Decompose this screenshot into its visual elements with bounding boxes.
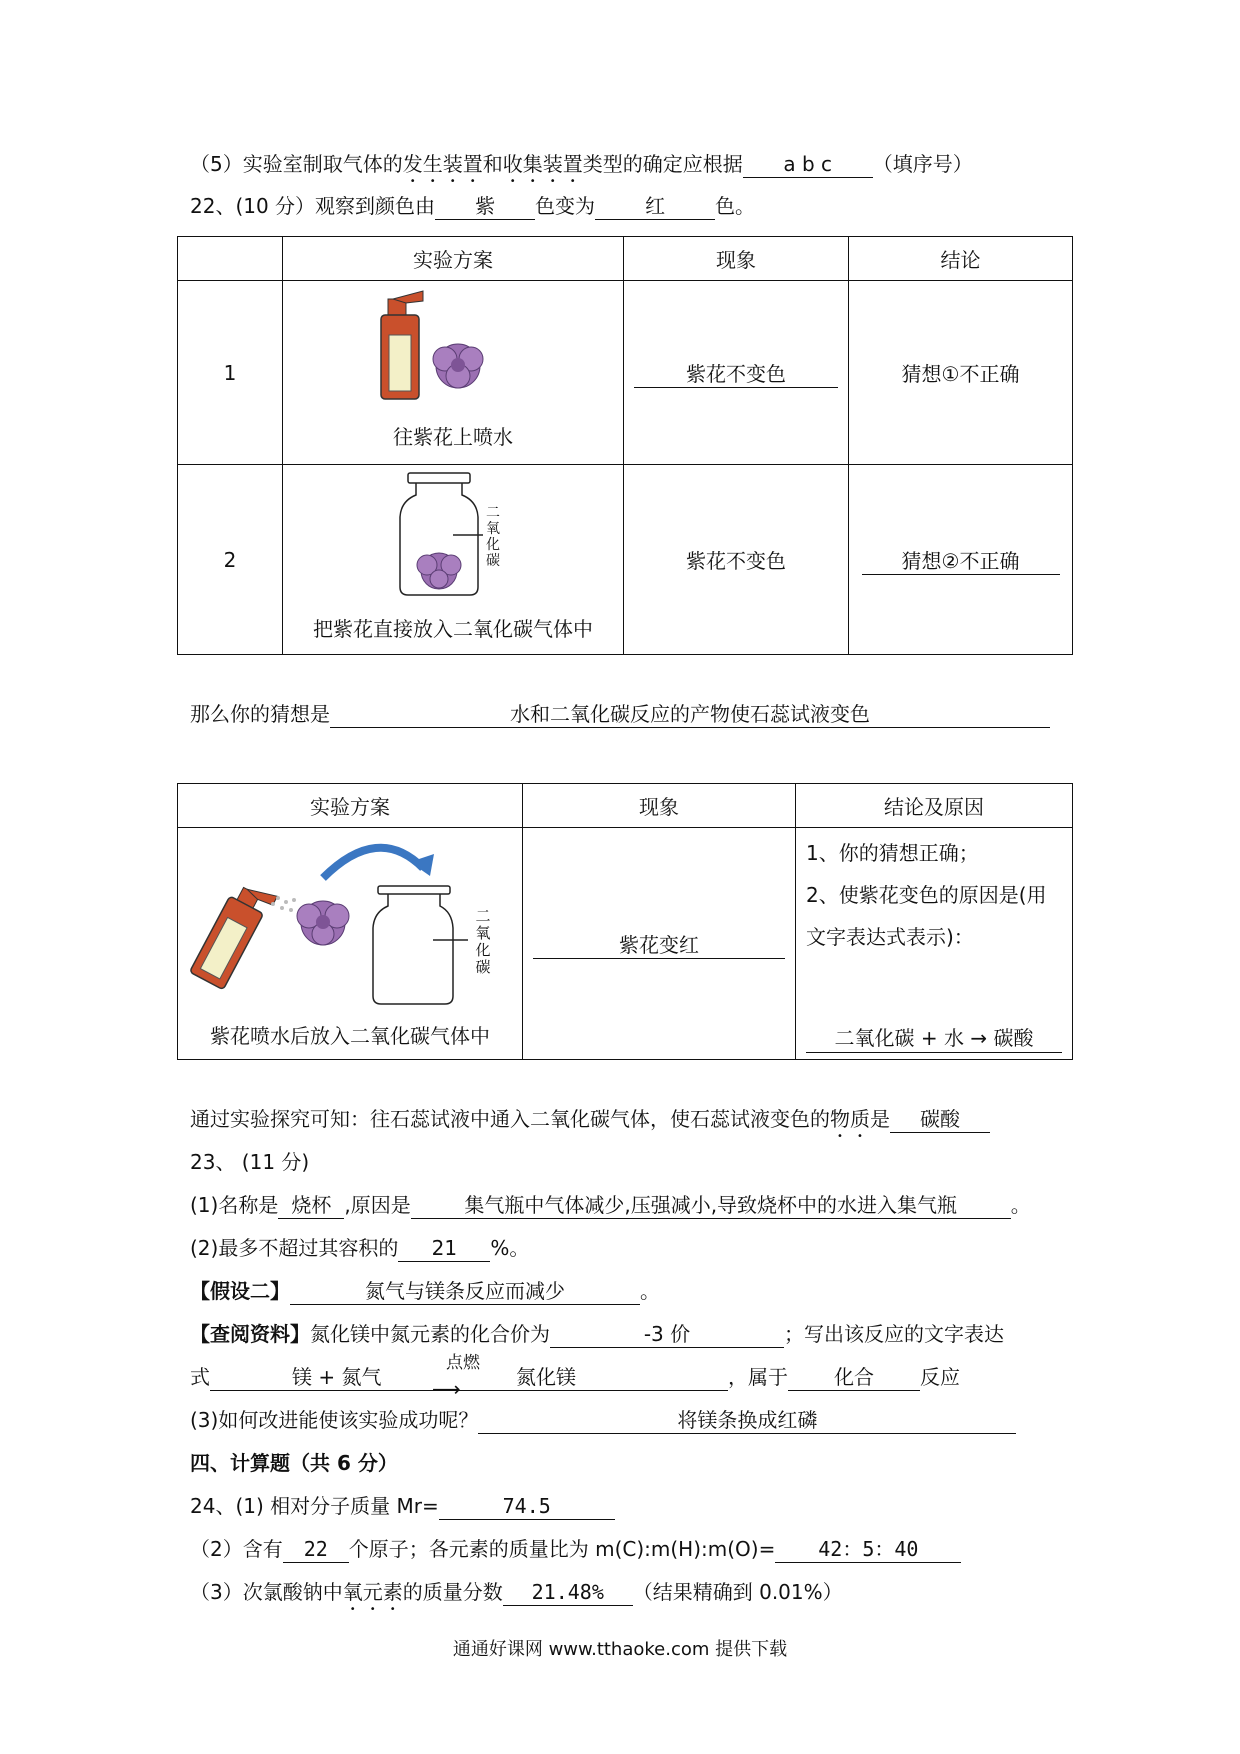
- guess-answer: 水和二氧化碳反应的产物使石蕊试液变色: [330, 701, 1050, 728]
- experiment-table-1: [177, 236, 1073, 655]
- q21-5-answer: a b c: [743, 151, 873, 178]
- q23-ans-reason: 集气瓶中气体减少,压强减小,导致烧杯中的水进入集气瓶: [411, 1192, 1011, 1219]
- gas-jar-icon: [373, 886, 468, 1004]
- experiment-table-2: [177, 783, 1073, 1060]
- summary-line: 通过实验探究可知：往石蕊试液中通入二氧化碳气体，使石蕊试液变色的物质是 碳酸: [190, 1105, 990, 1142]
- plan-cell: [178, 828, 523, 1060]
- jar-label: 二氧化碳: [475, 907, 491, 976]
- table-row: [178, 828, 1073, 1060]
- q23-hypothesis-2: 【假设二】 氮气与镁条反应而减少 。: [190, 1279, 660, 1303]
- plan-cell: [283, 465, 624, 655]
- arrow-icon: ⟶: [432, 1377, 461, 1401]
- table1-header-phenomenon: 现象: [624, 237, 849, 281]
- q21-5-line: （5）实验室制取气体的发生装置和收集装置类型的确定应根据 a b c （填序号）: [190, 152, 973, 176]
- curved-arrow-icon: [323, 848, 434, 878]
- q24-ans-mass-fraction: 21.48%: [503, 1579, 633, 1606]
- conclusion-cell: [796, 828, 1073, 1060]
- table1-header-plan: 实验方案: [283, 237, 624, 281]
- jar-label: 二氧化碳: [486, 505, 500, 569]
- q24-ans-atoms: 22: [283, 1536, 349, 1563]
- table1-header-conclusion: 结论: [849, 237, 1073, 281]
- q23-ans-reaction-type: 化合: [788, 1364, 920, 1391]
- q23-reference: 【查阅资料】氮化镁中氮元素的化合价为 -3 价 ；写出该反应的文字表达: [190, 1322, 1004, 1346]
- row-number: 1: [178, 281, 283, 465]
- q23-ans-hypothesis: 氮气与镁条反应而减少: [290, 1278, 640, 1305]
- plan-caption: 往紫花上喷水: [393, 425, 513, 449]
- page-footer: 通通好课网 www.tthaoke.com 提供下载: [452, 1639, 788, 1660]
- q24-p2: （2）含有 22 个原子；各元素的质量比为 m(C):m(H):m(O)= 42：5：40: [190, 1535, 961, 1563]
- plan-caption: 紫花喷水后放入二氧化碳气体中: [210, 1024, 490, 1048]
- purple-flower-icon: [297, 901, 349, 945]
- spray-bottle-icon: [381, 291, 423, 399]
- q23-equation-line: 式 镁 + 氮气 点燃 ⟶ 氮化镁 ，属于 化合 反应: [190, 1363, 960, 1391]
- q23-head: 23、 (11 分): [190, 1150, 310, 1174]
- row-number: 2: [178, 465, 283, 655]
- q24-ans-mr: 74.5: [439, 1493, 615, 1520]
- q23-p1: (1)名称是 烧杯 ,原因是 集气瓶中气体减少,压强减小,导致烧杯中的水进入集气瓶 。: [190, 1193, 1031, 1217]
- spray-bottle-icon: [190, 877, 278, 992]
- conclusion-cell: 猜想①不正确: [849, 281, 1073, 465]
- plan-cell: [283, 281, 624, 465]
- q23-ans-percent: 21: [398, 1235, 490, 1262]
- q23-ans-name: 烧杯: [278, 1192, 344, 1219]
- table2-header-conclusion: 结论及原因: [796, 784, 1073, 828]
- section-4-title: 四、计算题（共 6 分）: [190, 1451, 398, 1475]
- phenomenon-cell: 紫花不变色: [624, 465, 849, 655]
- q23-p2: (2)最多不超过其容积的 21 %。: [190, 1236, 530, 1260]
- table-row: [178, 465, 1073, 655]
- q23-ans-improvement: 将镁条换成红磷: [478, 1407, 1016, 1434]
- purple-flower-icon: [433, 344, 483, 388]
- q23-p3: (3)如何改进能使该实验成功呢？ 将镁条换成红磷: [190, 1406, 1016, 1434]
- phenomenon-cell: 紫花变红: [523, 828, 796, 1060]
- table2-header-row: [178, 784, 1073, 828]
- table2-header-plan: 实验方案: [178, 784, 523, 828]
- q24-p3: （3）次氯酸钠中氧元素的质量分数 21.48% （结果精确到 0.01%）: [190, 1580, 843, 1604]
- conclusion-cell: 猜想②不正确: [849, 465, 1073, 655]
- q22-color-from: 紫: [435, 193, 535, 220]
- purple-flower-icon: [417, 553, 461, 589]
- q24-ans-mass-ratio: 42：5：40: [775, 1536, 961, 1563]
- guess-line: 那么你的猜想是 水和二氧化碳反应的产物使石蕊试液变色: [190, 700, 1050, 728]
- q22-color-to: 红: [595, 193, 715, 220]
- q22-head: 22、(10 分）观察到颜色由 紫 色变为 红 色。: [190, 194, 756, 218]
- q24-p1: 24、(1) 相对分子质量 Mr= 74.5: [190, 1492, 615, 1520]
- table1-header-row: [178, 237, 1073, 281]
- condition-label: 点燃: [446, 1353, 480, 1373]
- phenomenon-cell: 紫花不变色: [624, 281, 849, 465]
- q23-ans-valence: -3 价: [550, 1321, 784, 1348]
- summary-answer: 碳酸: [890, 1106, 990, 1133]
- table-row: [178, 281, 1073, 465]
- table2-header-phenomenon: 现象: [523, 784, 796, 828]
- q23-ans-equation: 镁 + 氮气 点燃 ⟶ 氮化镁: [210, 1364, 728, 1391]
- plan-caption: 把紫花直接放入二氧化碳气体中: [313, 617, 593, 641]
- equation-answer: 二氧化碳 + 水 → 碳酸: [806, 1024, 1062, 1053]
- conclusion-text: 1、你的猜想正确； 2、使紫花变色的原因是(用 文字表达式表示)：: [806, 841, 1047, 949]
